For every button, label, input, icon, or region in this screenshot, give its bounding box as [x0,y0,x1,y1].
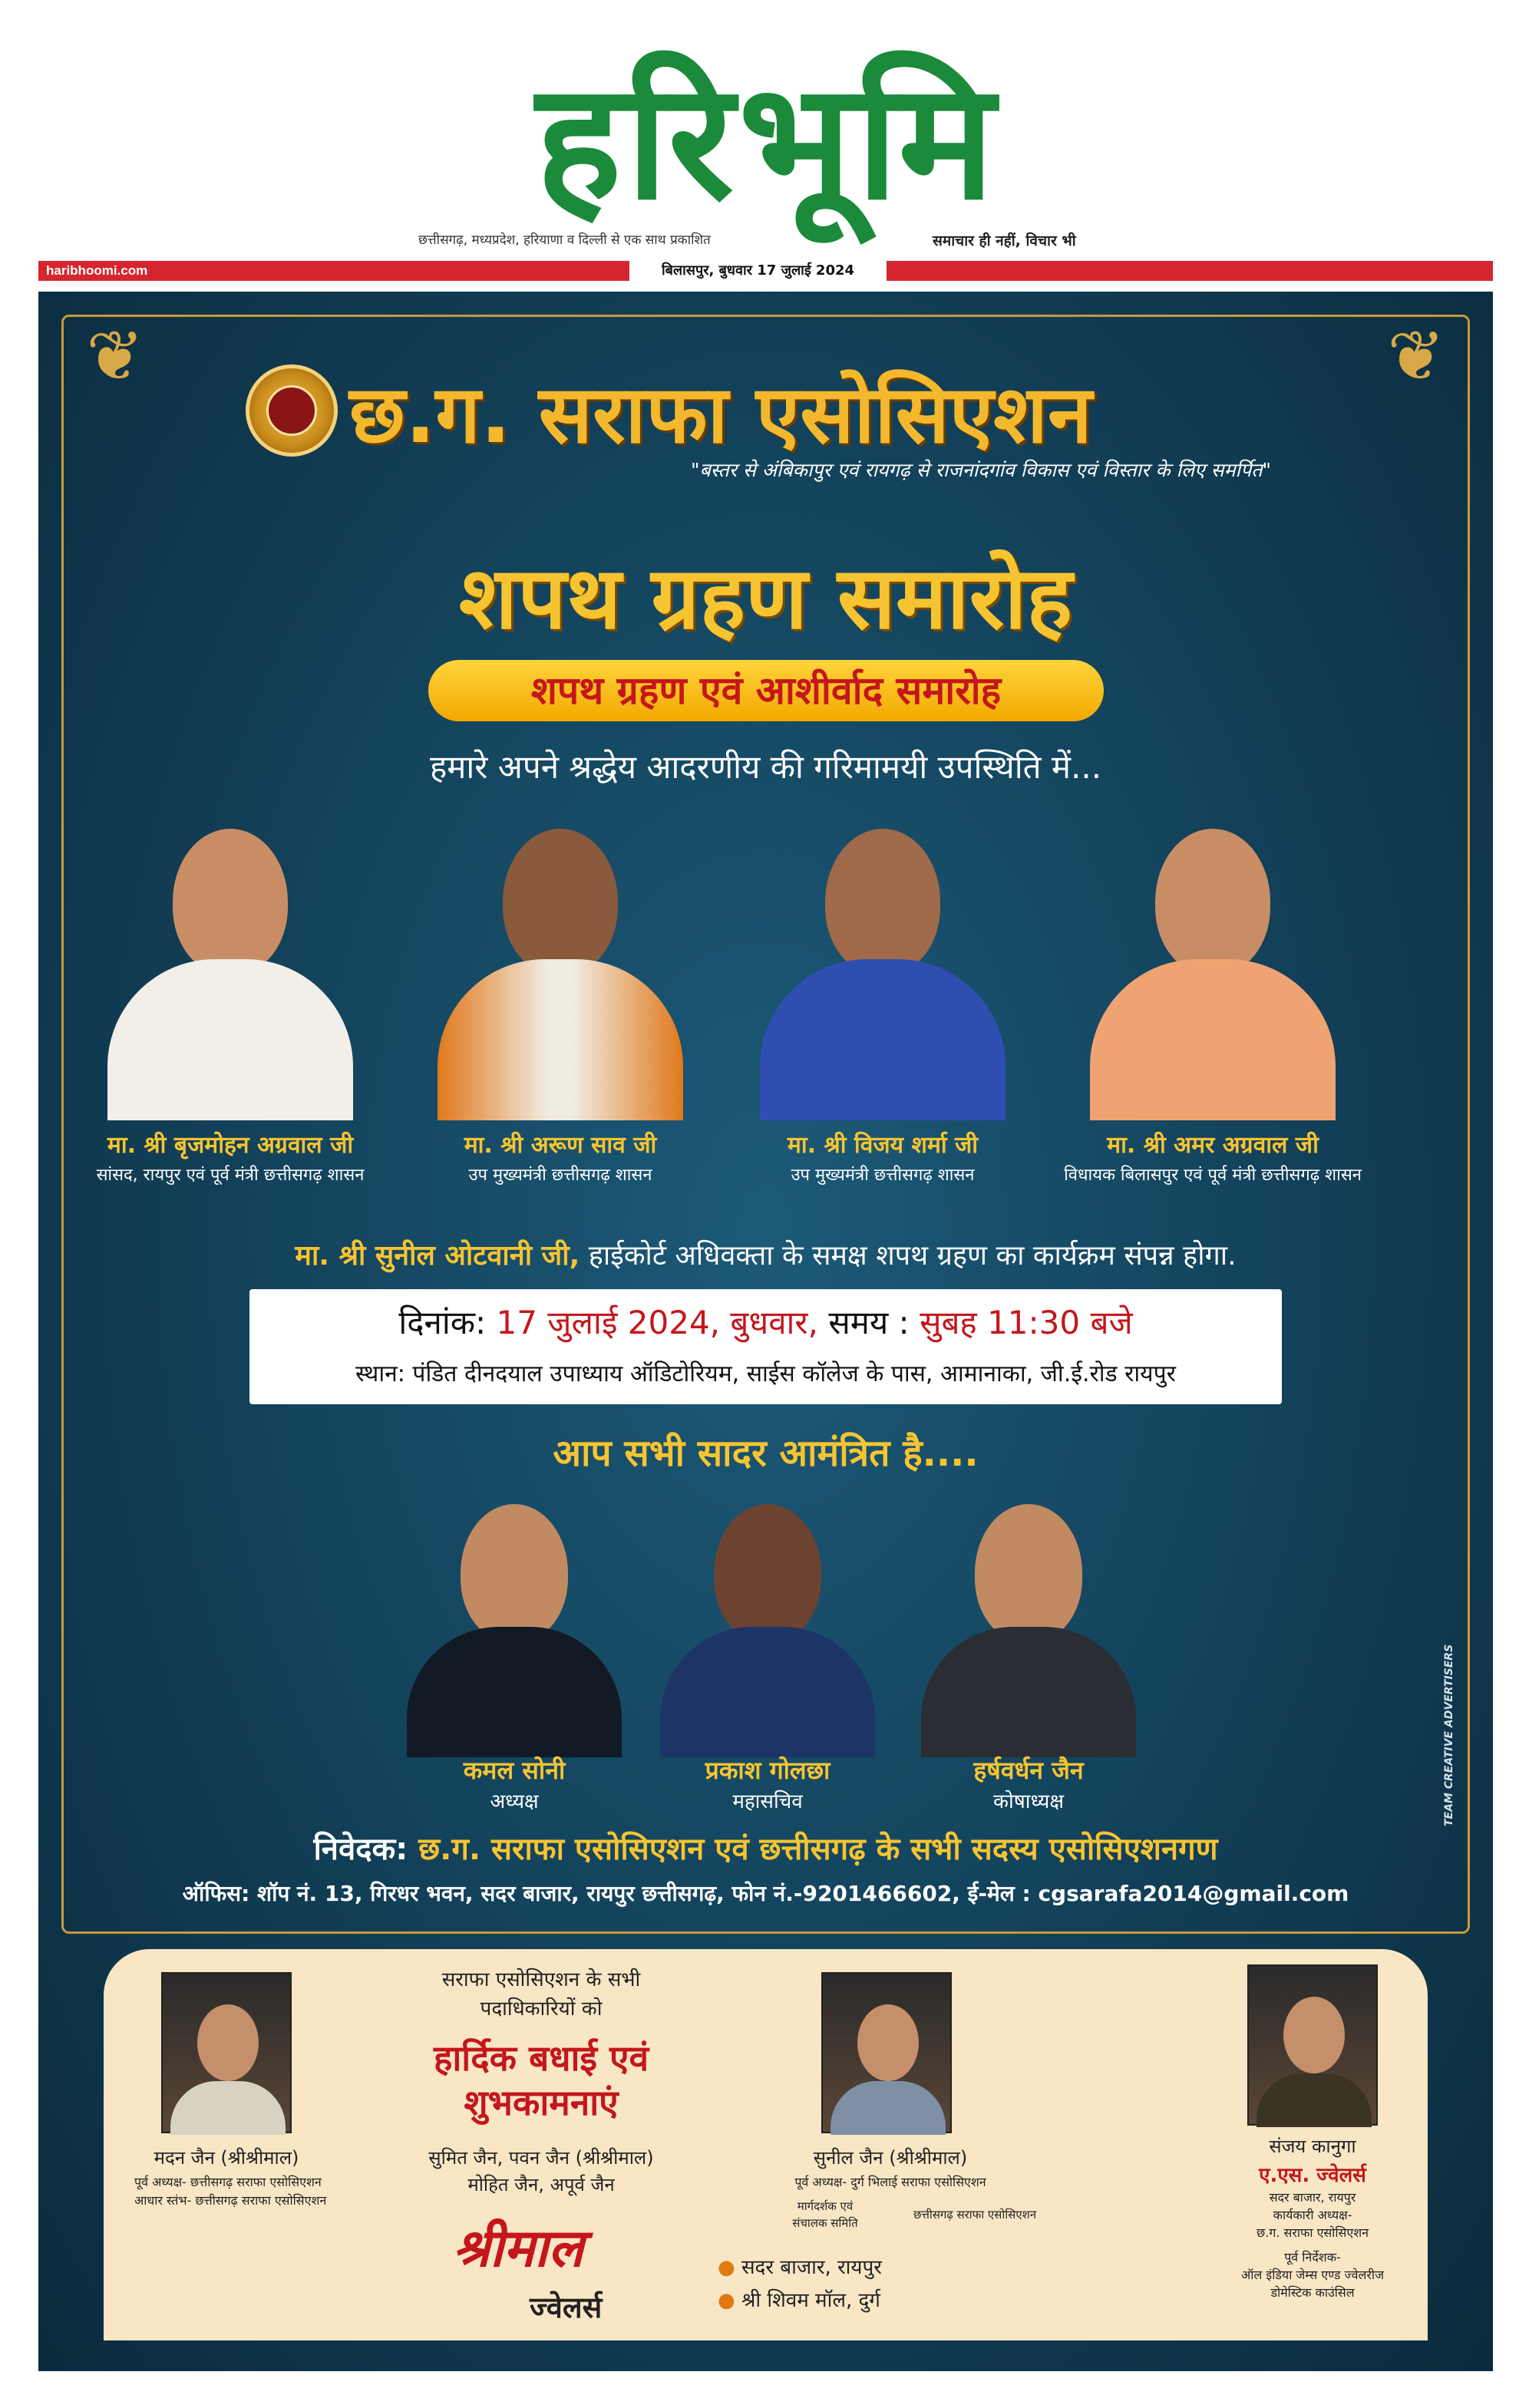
greeting-headline: हार्दिक बधाई एवं [433,2037,649,2079]
person2-desc: छत्तीसगढ़ सराफा एसोसिएशन [913,2208,1037,2222]
person-photo [1247,1964,1378,2126]
officer-photo [652,1489,883,1757]
guest-name: मा. श्री अमर अग्रवाल जी [1107,1132,1319,1159]
officer-role: कोषाध्यक्ष [993,1790,1064,1813]
message-line: सराफा एसोसिएशन के सभी [441,1968,641,1991]
chief-guest-line [38,1235,1493,1273]
person3-shop: ए.एस. ज्वेलर्स [1259,2164,1366,2187]
association-tagline: "बस्तर से अंबिकापुर एवं रायगढ़ से राजनांदगांव विकास एवं विस्तार के लिए समर्पित" [691,459,1271,481]
shop-address-line: श्री शिवम मॉल, दुर्ग [741,2289,880,2312]
dateline: बिलासपुर, बुधवार 17 जुलाई 2024 [661,262,855,279]
guest-designation: विधायक बिलासपुर एवं पूर्व मंत्री छत्तीसगढ़ शासन [1064,1166,1362,1185]
guest-photo [430,813,691,1120]
person3-desc: छ.ग. सराफा एसोसिएशन [1257,2225,1369,2240]
shop-address-line: सदर बाजार, रायपुर [741,2256,882,2279]
greeting-panel [104,1949,1428,2340]
date-time-line [249,1300,1282,1344]
website-url[interactable]: haribhoomi.com [46,263,148,278]
event-title: शपथ ग्रहण समारोह [459,549,1072,648]
time-value: सुबह 11:30 बजे [920,1304,1133,1341]
person3-desc: सदर बाजार, रायपुर [1269,2190,1356,2205]
masthead-red-bar-right [887,261,1493,281]
officer-name: हर्षवर्धन जैन [973,1756,1084,1785]
ornament-corner-icon: ❦ [86,316,144,397]
bullet-icon: ● [718,2256,741,2279]
person3-name: संजय कानुगा [1269,2136,1356,2157]
venue-line: स्थान: पंडित दीनदयाल उपाध्याय ऑडिटोरियम, साईस कॉलेज के पास, आमानाका, जी.ई.रोड रायपुर [355,1361,1176,1387]
shop-address [718,2285,880,2313]
date-value: 17 जुलाई 2024, बुधवार, [496,1304,818,1341]
masthead-subline: छत्तीसगढ़, मध्यप्रदेश, हरियाणा व दिल्ली से एक साथ प्रकाशित [418,233,711,248]
office-address: ऑफिस: शॉप नं. 13, गिरधर भवन, सदर बाजार, रायपुर छत्तीसगढ़, फोन नं.-9201466602, ई-मेल : cgsarafa2014@gmail.com [182,1881,1349,1906]
association-logo-icon [246,364,338,457]
guest-designation: सांसद, रायपुर एवं पूर्व मंत्री छत्तीसगढ़ शासन [96,1166,365,1185]
person2-name: सुनील जैन (श्रीश्रीमाल) [813,2147,968,2169]
newspaper-masthead [0,0,1529,279]
date-label: दिनांक: [398,1304,487,1341]
chief-guest-text: हाईकोर्ट अधिवक्ता के समक्ष शपथ ग्रहण का कार्यक्रम संपन्न होगा. [588,1240,1237,1272]
officer-name: प्रकाश गोलछा [705,1756,831,1785]
nivedak-text: छ.ग. सराफा एसोसिएशन एवं छत्तीसगढ़ के सभी सदस्य एसोसिएशनगण [418,1832,1218,1867]
event-details-box [249,1289,1282,1404]
invite-line: आप सभी सादर आमंत्रित है.... [553,1432,979,1475]
nivedak-label: निवेदक: [313,1832,408,1867]
person3-desc: ऑल इंडिया जेम्स एण्ड ज्वेलरीज [1241,2268,1384,2282]
guest-photo [752,813,1013,1120]
officer-role: अध्यक्ष [490,1790,539,1813]
officer-name: कमल सोनी [463,1756,566,1785]
person3-desc: पूर्व निर्देशक- [1284,2250,1341,2265]
guest-designation: उप मुख्यमंत्री छत्तीसगढ़ शासन [468,1166,652,1185]
time-label: समय : [828,1304,910,1341]
presence-line: हमारे अपने श्रद्धेय आदरणीय की गरिमामयी उपस्थिति में... [429,748,1102,786]
guest-name: मा. श्री अरूण साव जी [464,1132,657,1159]
person3-desc: डोमेस्टिक काउंसिल [1270,2285,1355,2300]
person3-desc: कार्यकारी अध्यक्ष- [1273,2208,1352,2222]
shrimal-jewellers-logo: श्रीमाल [453,2218,584,2279]
senders-line: सुमित जैन, पवन जैन (श्रीश्रीमाल) [428,2147,654,2169]
guest-photo [100,813,361,1120]
person1-desc: आधार स्तंभ- छत्तीसगढ़ सराफा एसोसिएशन [134,2193,327,2208]
event-subtitle-badge [428,660,1104,721]
agency-credit: TEAM CREATIVE ADVERTISERS [1443,1644,1455,1826]
person2-desc: संचालक समिति [792,2216,858,2230]
person1-name: मदन जैन (श्रीश्रीमाल) [154,2147,299,2169]
guest-designation: उप मुख्यमंत्री छत्तीसगढ़ शासन [791,1166,975,1185]
person-photo [161,1972,292,2133]
officer-role: महासचिव [732,1790,803,1813]
shop-address [718,2252,882,2280]
person2-desc: मार्गदर्शक एवं [797,2199,854,2213]
chief-guest-name: मा. श्री सुनील ओटवानी जी, [295,1240,580,1272]
event-subtitle: शपथ ग्रहण एवं आशीर्वाद समारोह [530,668,1002,713]
guest-photo [1082,813,1343,1120]
person2-desc: पूर्व अध्यक्ष- दुर्ग भिलाई सराफा एसोसिएशन [794,2175,986,2189]
nivedak-line [38,1826,1493,1869]
senders-line: मोहित जैन, अपूर्व जैन [467,2174,615,2195]
masthead-tagline: समाचार ही नहीं, विचार भी [933,233,1076,249]
person-photo [821,1972,952,2133]
officer-photo [399,1489,629,1757]
guest-name: मा. श्री बृजमोहन अग्रवाल जी [107,1132,354,1159]
guest-name: मा. श्री विजय शर्मा जी [787,1132,979,1159]
shop-subtitle: ज्वेलर्स [530,2291,603,2324]
advertisement-panel [38,292,1493,2371]
greeting-headline: शुभकामनाएं [464,2082,619,2123]
newspaper-logo: हरिभूमि [536,48,999,236]
ornament-corner-icon: ❦ [1387,316,1445,397]
officer-photo [913,1489,1144,1757]
person1-desc: पूर्व अध्यक्ष- छत्तीसगढ़ सराफा एसोसिएशन [134,2175,322,2189]
association-name: छ.ग. सराफा एसोसिएशन [349,368,1092,461]
bullet-icon: ● [718,2289,741,2312]
message-line: पदाधिकारियों को [480,1997,603,2020]
